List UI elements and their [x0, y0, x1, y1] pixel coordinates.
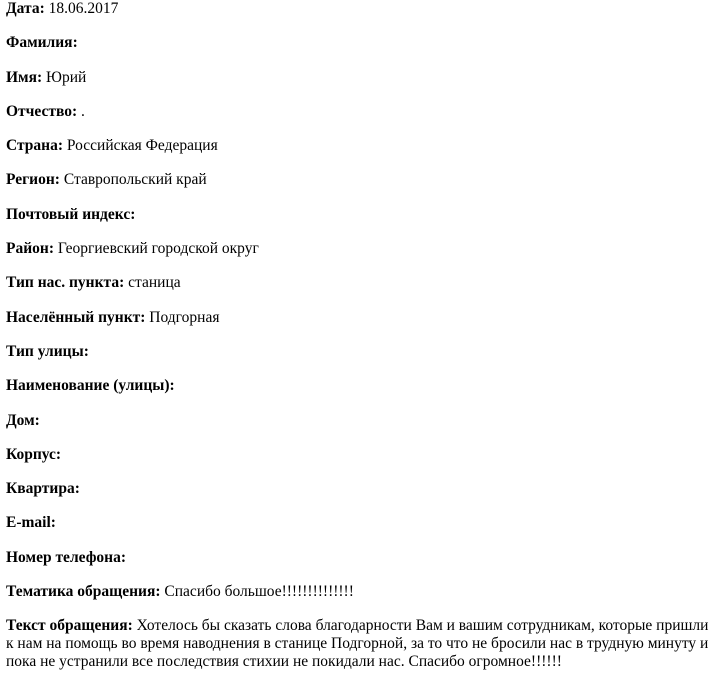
field-label: Тематика обращения: — [6, 583, 161, 601]
field-appeal-text — [6, 617, 712, 671]
field-label: E-mail: — [6, 514, 56, 532]
field-label: Страна: — [6, 137, 64, 155]
field-email — [6, 514, 714, 548]
field-label: Дом: — [6, 411, 40, 429]
field-value: Георгиевский городской округ — [57, 240, 259, 258]
field-label: Регион: — [6, 171, 60, 189]
field-label: Почтовый индекс: — [6, 205, 136, 223]
field-date — [6, 0, 714, 34]
field-label: Квартира: — [6, 480, 80, 498]
field-label: Номер телефона: — [6, 548, 127, 566]
field-apartment — [6, 480, 714, 514]
field-label: Населённый пункт: — [6, 308, 146, 326]
field-surname — [6, 34, 714, 68]
field-building — [6, 446, 714, 480]
field-label: Корпус: — [6, 445, 62, 463]
field-label: Текст обращения: — [6, 617, 133, 635]
field-settlement — [6, 309, 714, 343]
field-label: Отчество: — [6, 102, 78, 120]
field-street-name — [6, 377, 714, 411]
field-topic — [6, 583, 714, 617]
field-patronymic — [6, 103, 714, 137]
field-label: Наименование (улицы): — [6, 377, 175, 395]
field-value: станица — [128, 274, 181, 292]
field-street-type — [6, 343, 714, 377]
field-value: Юрий — [46, 68, 87, 86]
field-country — [6, 137, 714, 171]
field-label: Имя: — [6, 68, 43, 86]
field-value: Российская Федерация — [66, 137, 218, 155]
field-region — [6, 171, 714, 205]
field-house — [6, 412, 714, 446]
field-value: . — [81, 102, 85, 120]
field-settlement-type — [6, 274, 714, 308]
field-value: 18.06.2017 — [48, 0, 119, 17]
field-district — [6, 240, 714, 274]
field-value: Хотелось бы сказать слова благодарности Вам и вашим сотрудникам, которые пришли к нам на помощь во время наводнения в станице Подгорной, за то что не бросили нас в трудную минуту и пока не устранили все последствия стихии не покидали нас. Спасибо огромное!!!!!! — [6, 617, 709, 671]
field-value: Подгорная — [149, 308, 220, 326]
field-label: Тип нас. пункта: — [6, 274, 125, 292]
field-value: Спасибо большое!!!!!!!!!!!!!! — [164, 583, 354, 601]
field-label: Тип улицы: — [6, 342, 89, 360]
field-label: Район: — [6, 240, 54, 258]
field-label: Фамилия: — [6, 34, 78, 52]
field-first-name — [6, 69, 714, 103]
field-postal-code — [6, 206, 714, 240]
field-value: Ставропольский край — [63, 171, 207, 189]
field-phone — [6, 549, 714, 583]
field-label: Дата: — [6, 0, 45, 17]
